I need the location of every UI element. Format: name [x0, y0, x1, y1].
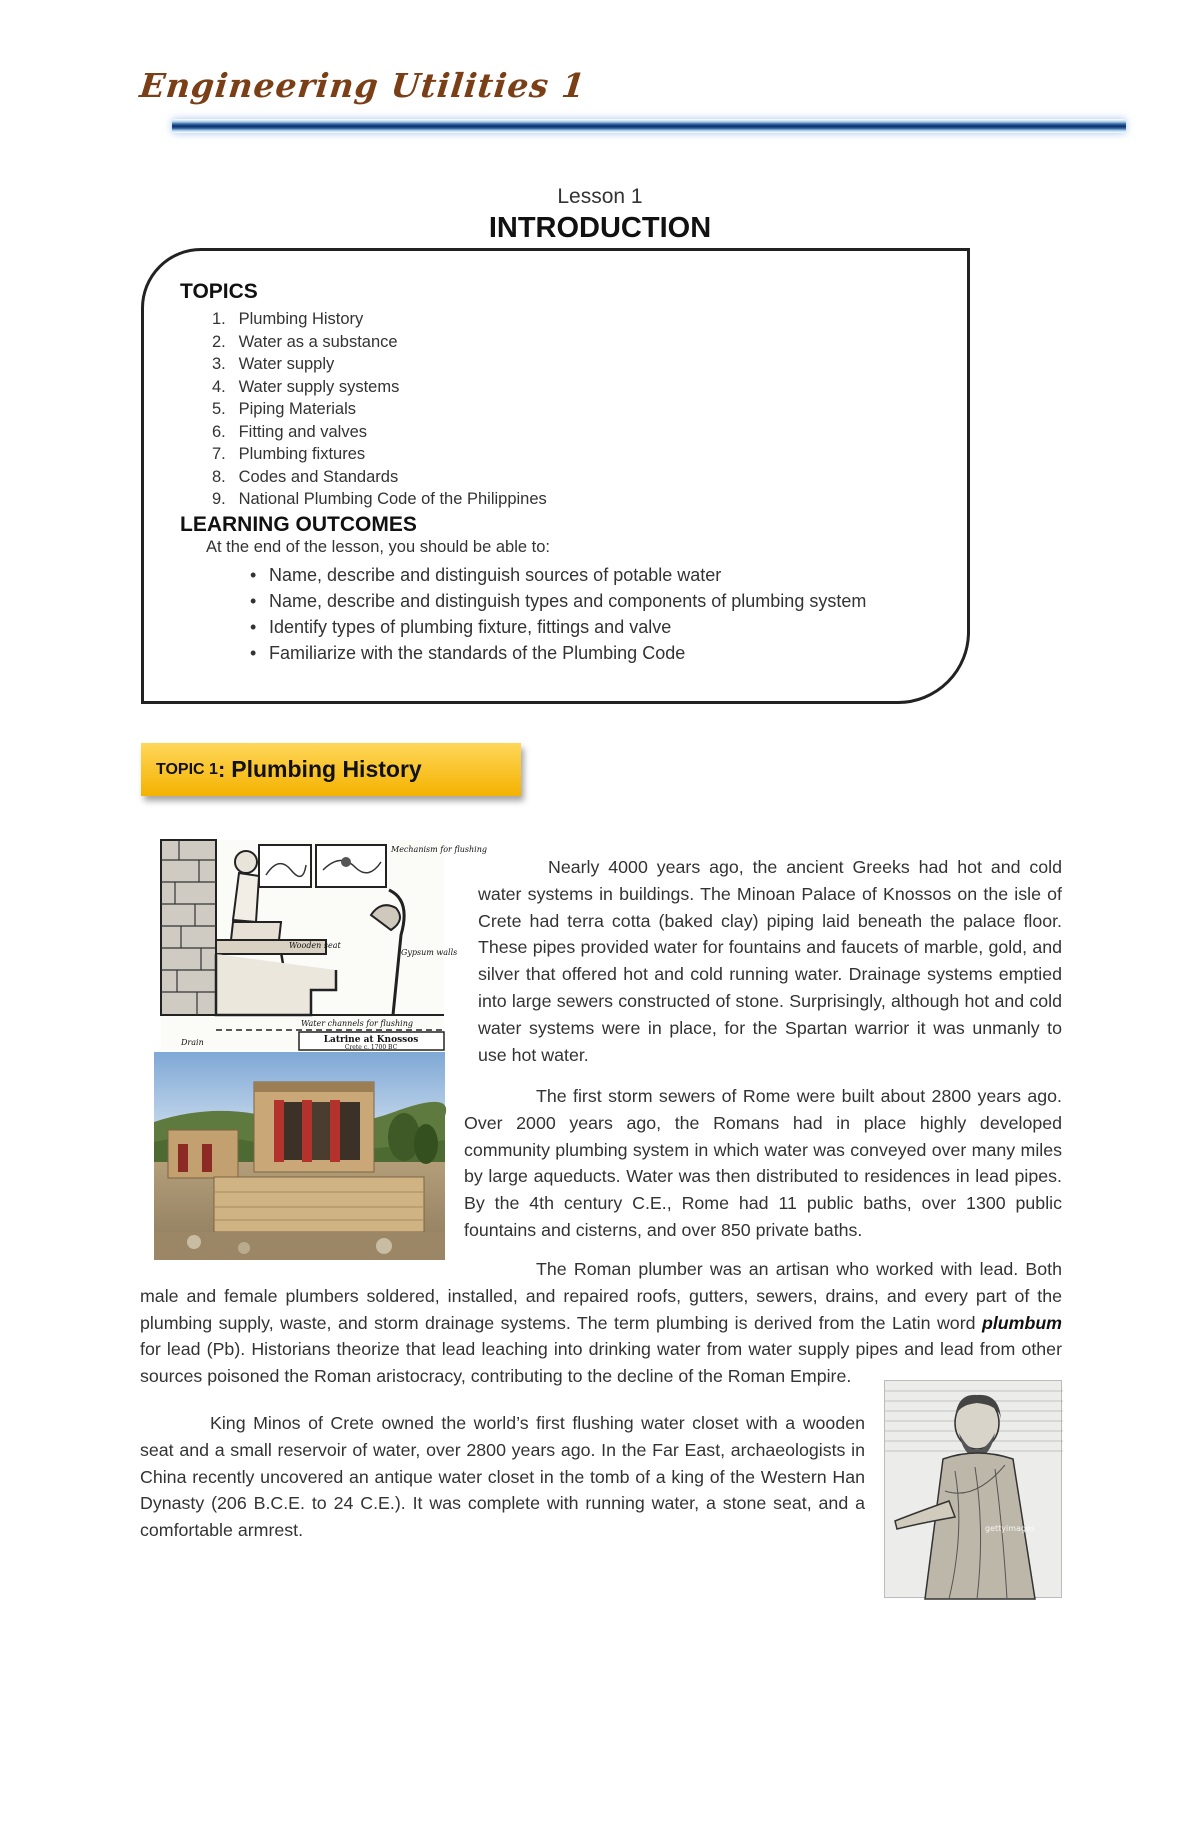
- item-number: 2.: [212, 332, 226, 351]
- bullet-icon: •: [250, 617, 257, 637]
- item-text: Codes and Standards: [238, 467, 399, 486]
- engraving-watermark: gettyimages: [985, 1524, 1036, 1533]
- item-text: Familiarize with the standards of the Plumbing Code: [269, 643, 686, 663]
- paragraph-greek-water-systems: Nearly 4000 years ago, the ancient Greeks had hot and cold water systems in buildings. The Minoan Palace of Knossos on the isle of Crete had terra cotta (baked clay) piping laid beneath the palace floor. These pipes provided water for fountains and faucets of marble, gold, and silver that offered hot and cold running water. Drainage systems emptied into large sewers constructed of stone. Surprisingly, although hot and cold water systems were in place, for the Spartan warrior it was unmanly to use hot water.: [478, 857, 1062, 1065]
- list-item: [212, 443, 547, 466]
- label-channels: Water channels for flushing: [301, 1019, 413, 1028]
- item-number: 8.: [212, 467, 226, 486]
- engraving-drawing: [885, 1381, 1063, 1599]
- knossos-photo-drawing: [154, 1052, 445, 1260]
- item-number: 9.: [212, 490, 226, 508]
- item-number: 4.: [212, 377, 226, 396]
- list-item: [212, 488, 547, 511]
- item-number: 6.: [212, 422, 226, 441]
- item-text: Plumbing fixtures: [238, 445, 366, 463]
- item-text: Water supply systems: [238, 377, 400, 396]
- item-text: Fitting and valves: [238, 422, 367, 441]
- label-drain: Drain: [181, 1038, 204, 1047]
- item-number: 5.: [212, 400, 226, 418]
- lesson-title: INTRODUCTION: [488, 212, 712, 244]
- header-rule: [172, 119, 1126, 133]
- topic-list: [212, 308, 547, 511]
- topic-tag: TOPIC 1: [156, 760, 218, 778]
- list-item: [212, 308, 547, 331]
- learning-outcomes-list: [250, 562, 866, 666]
- list-item: [212, 466, 547, 489]
- figure-caption: Latrine at Knossos: [323, 1035, 419, 1045]
- knossos-palace-photo: [154, 1052, 445, 1260]
- item-text: Name, describe and distinguish sources of potable water: [269, 565, 722, 585]
- label-seat: Wooden seat: [289, 941, 341, 950]
- item-text: Name, describe and distinguish types and components of plumbing system: [269, 591, 867, 611]
- paragraph-roman-sewers: The first storm sewers of Rome were built about 2800 years ago. Over 2000 years ago, the Romans had in place highly developed community plumbing system in which water was conveyed over many miles by large aqueducts. Water was then distributed to residences in lead pipes. By the 4th century C.E., Rome had 11 public baths, over 1300 public fountains and cisterns, and over 850 private baths.: [464, 1086, 1062, 1240]
- latrine-illustration: [161, 840, 487, 1051]
- bullet-icon: •: [250, 565, 257, 585]
- paragraph-text-before-term: The Roman plumber was an artisan who worked with lead. Both male and female plumbers soldered, installed, and repaired roofs, gutters, sewers, drains, and every part of the plumbing supply, waste, and storm drainage systems. The term plumbing is derived from the Latin word: [140, 1259, 1062, 1333]
- roman-portrait-engraving: [884, 1380, 1062, 1598]
- item-text: Plumbing History: [238, 310, 364, 328]
- topics-heading: TOPICS: [180, 280, 258, 303]
- item-number: 1.: [212, 310, 226, 328]
- list-item: [250, 614, 866, 640]
- paragraph-text-after-term: for lead (Pb). Historians theorize that lead leaching into drinking water from water supply pipes and lead from other sources poisoned the Roman aristocracy, contributing to the decline of the Roman Empire.: [140, 1339, 1062, 1387]
- lesson-label: Lesson 1: [557, 185, 643, 208]
- item-text: Piping Materials: [238, 400, 356, 418]
- list-item: [212, 398, 547, 421]
- paragraph-king-minos: King Minos of Crete owned the world’s first flushing water closet with a wooden seat and a small reservoir of water, over 2800 years ago. In the Far East, archaeologists in China recently uncovered an antique water closet in the tomb of a king of the Western Han Dynasty (206 B.C.E. to 24 C.E.). It was complete with running water, a stone seat, and a comfortable armrest.: [140, 1413, 865, 1541]
- bullet-icon: •: [250, 591, 257, 611]
- learning-outcomes-heading: LEARNING OUTCOMES: [180, 513, 417, 536]
- item-number: 7.: [212, 445, 226, 463]
- item-text: National Plumbing Code of the Philippines: [238, 490, 547, 508]
- list-item: [212, 331, 547, 354]
- label-gypsum: Gypsum walls: [401, 948, 458, 957]
- figure-caption-date: Crete c. 1700 BC: [344, 1044, 398, 1051]
- list-item: [212, 376, 547, 399]
- list-item: [250, 562, 866, 588]
- item-number: 3.: [212, 355, 226, 373]
- latin-term-plumbum: plumbum: [981, 1312, 1062, 1333]
- list-item: [250, 640, 866, 666]
- topic-banner: [141, 743, 521, 796]
- paragraph-roman-plumber: [140, 1256, 1062, 1390]
- label-mechanism: Mechanism for flushing: [391, 845, 487, 854]
- item-text: Water as a substance: [238, 332, 398, 351]
- list-item: [250, 588, 866, 614]
- latrine-drawing: [161, 840, 487, 1051]
- learning-outcomes-intro: At the end of the lesson, you should be able to:: [206, 538, 550, 556]
- bullet-icon: •: [250, 643, 257, 663]
- list-item: [212, 421, 547, 444]
- list-item: [212, 353, 547, 376]
- topic-separator: :: [217, 756, 226, 782]
- item-text: Water supply: [238, 355, 335, 373]
- topic-name: Plumbing History: [231, 756, 422, 782]
- document-header-title: Engineering Utilities 1: [137, 66, 588, 105]
- item-text: Identify types of plumbing fixture, fittings and valve: [269, 617, 672, 637]
